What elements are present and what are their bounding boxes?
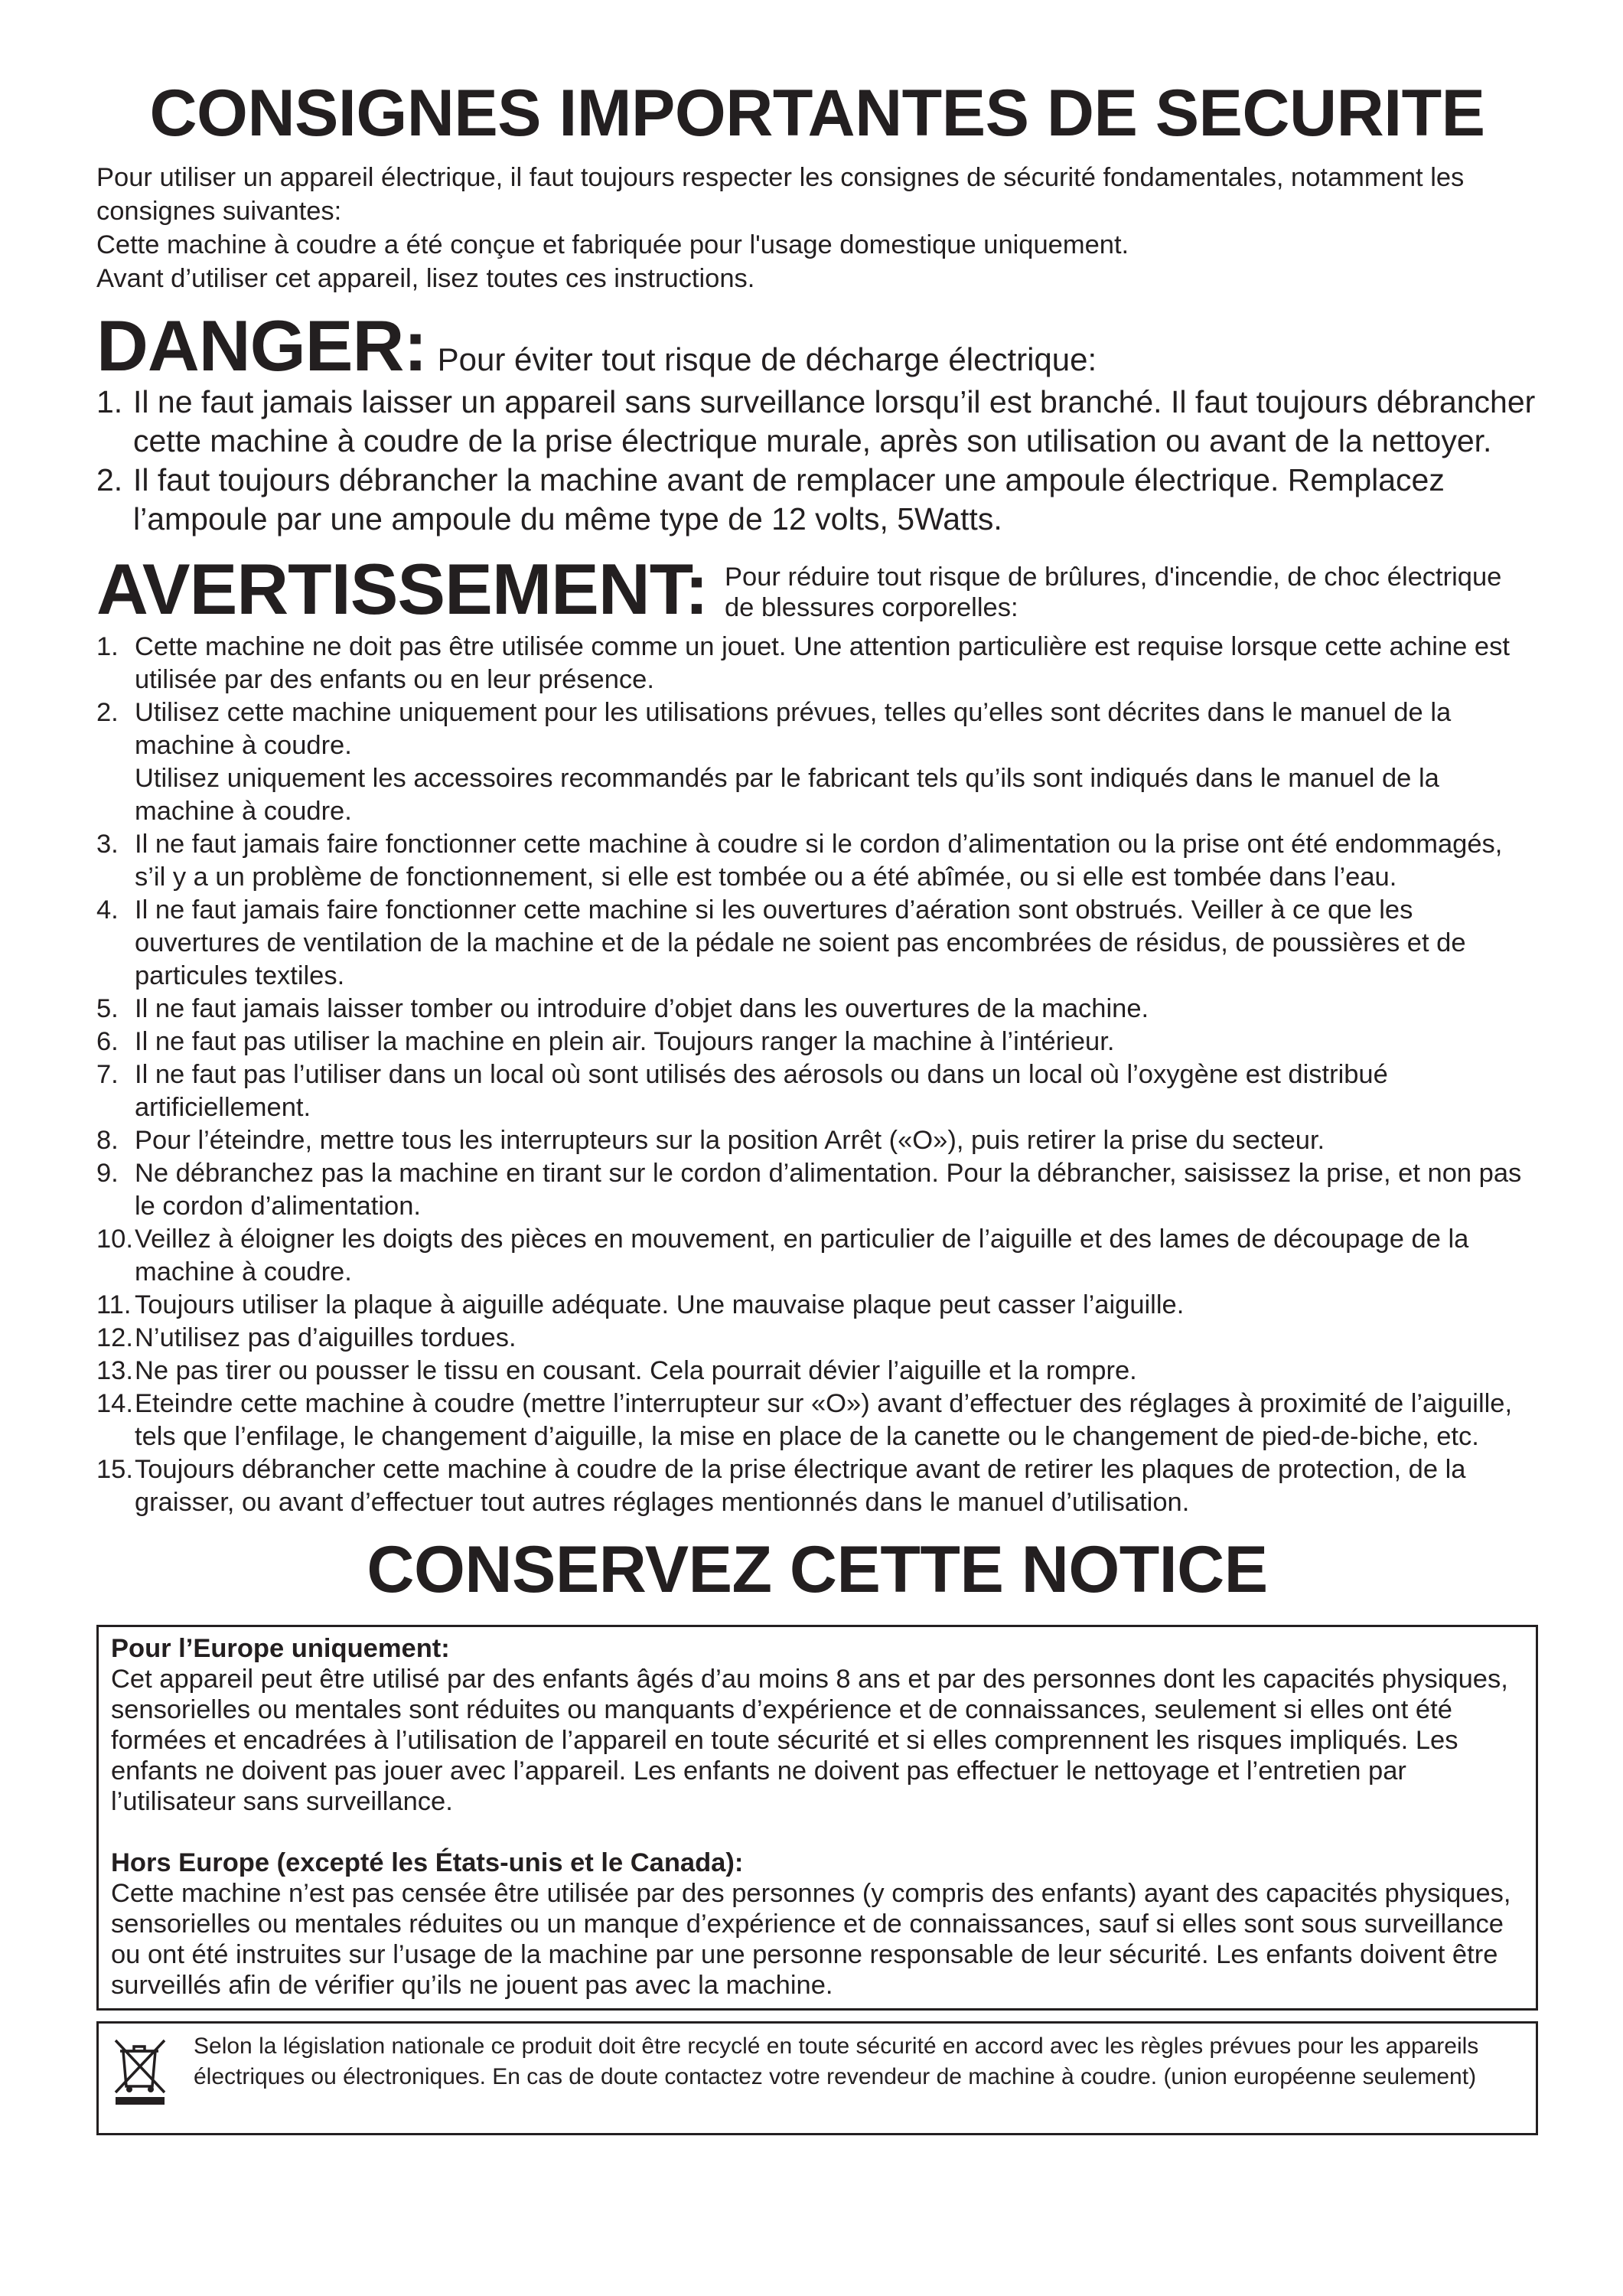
conserve-title: CONSERVEZ CETTE NOTICE (367, 1533, 1268, 1606)
item-text: N’utilisez pas d’aiguilles tordues. (135, 1323, 517, 1352)
item-text: Toujours débrancher cette machine à coudre de la prise électrique avant de retirer les plaques de protection, de la graisser, ou avant d’effectuer tout autres réglages mentionnés dans le manuel d’utilisation. (135, 1455, 1466, 1517)
item-text: Il faut toujours débrancher la machine avant de remplacer une ampoule électrique. Remplacez l’ampoule par une ampoule du même type de 12 volts, 5Watts. (133, 462, 1445, 536)
item-number: 6. (96, 1027, 119, 1056)
item-number: 4. (96, 895, 119, 925)
item-number: 1. (96, 384, 123, 419)
intro-section (96, 161, 1538, 295)
item-text: Il ne faut jamais faire fonctionner cette machine à coudre si le cordon d’alimentation ou la prise ont été endommagés, s’il y a un problème de fonctionnement, si elle est tombée ou a été abîmée, ou si elle est tombée dans l’eau. (135, 830, 1503, 892)
list-item (96, 1322, 1538, 1355)
warning-header (96, 549, 1538, 629)
list-item (96, 696, 1538, 828)
europe-heading: Pour l’Europe uniquement: (111, 1634, 450, 1663)
recycling-box (96, 2021, 1538, 2135)
item-text: Il ne faut jamais faire fonctionner cette machine si les ouvertures d’aération sont obstrués. Veiller à ce que les ouvertures de ventilation de la machine et de la pédale ne soient pas encombrées de résidus, de poussières et de particules textiles. (135, 895, 1466, 990)
danger-header (96, 305, 1538, 386)
danger-list (96, 383, 1538, 539)
outside-europe-heading: Hors Europe (excepté les États-unis et le Canada): (111, 1848, 744, 1877)
item-text: Cette machine ne doit pas être utilisée comme un jouet. Une attention particulière est requise lorsque cette achine est utilisée par des enfants ou en leur présence. (135, 632, 1510, 694)
list-item (96, 631, 1538, 696)
danger-subtitle: Pour éviter tout risque de décharge électrique: (437, 341, 1097, 377)
list-item (96, 1355, 1538, 1388)
intro-paragraph: Pour utiliser un appareil électrique, il faut toujours respecter les consignes de sécurité fondamentales, notamment les consignes suivantes: (96, 163, 1465, 226)
danger-heading: DANGER: (96, 305, 427, 386)
page-title: CONSIGNES IMPORTANTES DE SECURITE (149, 77, 1485, 150)
item-number: 10. (96, 1225, 133, 1254)
warning-heading: AVERTISSEMENT: (96, 549, 708, 629)
item-number: 2. (96, 462, 123, 497)
item-text: Ne pas tirer ou pousser le tissu en cousant. Cela pourrait dévier l’aiguille et la rompre. (135, 1356, 1137, 1385)
europe-text: Cet appareil peut être utilisé par des enfants âgés d’au moins 8 ans et par des personnes dont les capacités physiques, sensorielles ou mentales sont réduites ou manquants d’expérience et de connaissances, seulement si elles ont été formées et encadrées à l’utilisation de l’appareil en toute sécurité et si elles comprennent les risques impliqués. Les enfants ne doivent pas jouer avec l’appareil. Les enfants ne doivent pas effectuer le nettoyage et l’entretien par l’utilisateur sans surveillance. (111, 1665, 1508, 1816)
item-number: 14. (96, 1389, 133, 1418)
spacer (111, 1817, 1525, 1848)
intro-paragraph: Cette machine à coudre a été conçue et fabriquée pour l'usage domestique uniquement. (96, 230, 1129, 259)
list-item (96, 1388, 1538, 1453)
list-item (96, 1058, 1538, 1124)
list-item (96, 1124, 1538, 1157)
item-text: Eteindre cette machine à coudre (mettre l’interrupteur sur «O») avant d’effectuer des réglages à proximité de l’aiguille, tels que l’enfilage, le changement d’aiguille, la mise en place de la canette ou le changement de pied-de-biche, etc. (135, 1389, 1513, 1451)
item-number: 8. (96, 1126, 119, 1155)
warning-list (96, 631, 1538, 1519)
age-restriction-box (96, 1625, 1538, 2011)
item-number: 2. (96, 698, 119, 727)
warning-subtitle: Pour réduire tout risque de brûlures, d'incendie, de choc électrique de blessures corporelles: (725, 563, 1502, 622)
list-item (96, 383, 1538, 461)
item-number: 3. (96, 830, 119, 859)
item-number: 15. (96, 1455, 133, 1484)
item-text: Ne débranchez pas la machine en tirant sur le cordon d’alimentation. Pour la débrancher, saisissez la prise, et non pas le cordon d’alimentation. (135, 1159, 1522, 1221)
crossed-out-wheelie-bin-icon (111, 2031, 175, 2115)
item-text: Pour l’éteindre, mettre tous les interrupteurs sur la position Arrêt («O»), puis retirer la prise du secteur. (135, 1126, 1325, 1155)
document-page (96, 0, 1538, 2135)
item-number: 1. (96, 632, 119, 661)
item-extra-text: Utilisez uniquement les accessoires recommandés par le fabricant tels qu’ils sont indiqués dans le manuel de la machine à coudre. (135, 764, 1439, 826)
item-text: Toujours utiliser la plaque à aiguille adéquate. Une mauvaise plaque peut casser l’aiguille. (135, 1290, 1185, 1319)
item-text: Il ne faut pas utiliser la machine en plein air. Toujours ranger la machine à l’intérieur. (135, 1027, 1115, 1056)
recycling-text: Selon la législation nationale ce produit doit être recyclé en toute sécurité en accord avec les règles prévues pour les appareils électriques ou électroniques. En cas de doute contactez votre revendeur de machine à coudre. (union européenne seulement) (194, 2033, 1479, 2089)
item-text: Utilisez cette machine uniquement pour les utilisations prévues, telles qu’elles sont décrites dans le manuel de la machine à coudre. (135, 698, 1452, 760)
item-number: 5. (96, 994, 119, 1023)
item-number: 12. (96, 1323, 133, 1352)
item-text: Il ne faut jamais laisser tomber ou introduire d’objet dans les ouvertures de la machine. (135, 994, 1149, 1023)
outside-europe-text: Cette machine n’est pas censée être utilisée par des personnes (y compris des enfants) ayant des capacités physiques, sensorielles ou mentales réduites ou un manque d’expérience et de connaissances, sauf si elles sont sous surveillance ou ont été instruites sur l’usage de la machine par une personne responsable de leur sécurité. Les enfants doivent être surveillés afin de vérifier qu’ils ne jouent pas avec la machine. (111, 1879, 1511, 2000)
item-text: Il ne faut pas l’utiliser dans un local où sont utilisés des aérosols ou dans un local où l’oxygène est distribué artificiellement. (135, 1060, 1388, 1122)
list-item (96, 1289, 1538, 1322)
item-number: 13. (96, 1356, 133, 1385)
intro-paragraph: Avant d’utiliser cet appareil, lisez toutes ces instructions. (96, 264, 755, 293)
item-number: 9. (96, 1159, 119, 1188)
list-item (96, 1223, 1538, 1289)
list-item (96, 1157, 1538, 1223)
item-number: 11. (96, 1290, 132, 1319)
list-item (96, 828, 1538, 894)
item-text: Veillez à éloigner les doigts des pièces en mouvement, en particulier de l’aiguille et des lames de découpage de la machine à coudre. (135, 1225, 1469, 1287)
list-item (96, 894, 1538, 993)
list-item (96, 993, 1538, 1026)
list-item (96, 461, 1538, 539)
item-number: 7. (96, 1060, 119, 1089)
list-item (96, 1026, 1538, 1058)
list-item (96, 1453, 1538, 1519)
item-text: Il ne faut jamais laisser un appareil sans surveillance lorsqu’il est branché. Il faut toujours débrancher cette machine à coudre de la prise électrique murale, après son utilisation ou avant de la nettoyer. (133, 384, 1536, 458)
